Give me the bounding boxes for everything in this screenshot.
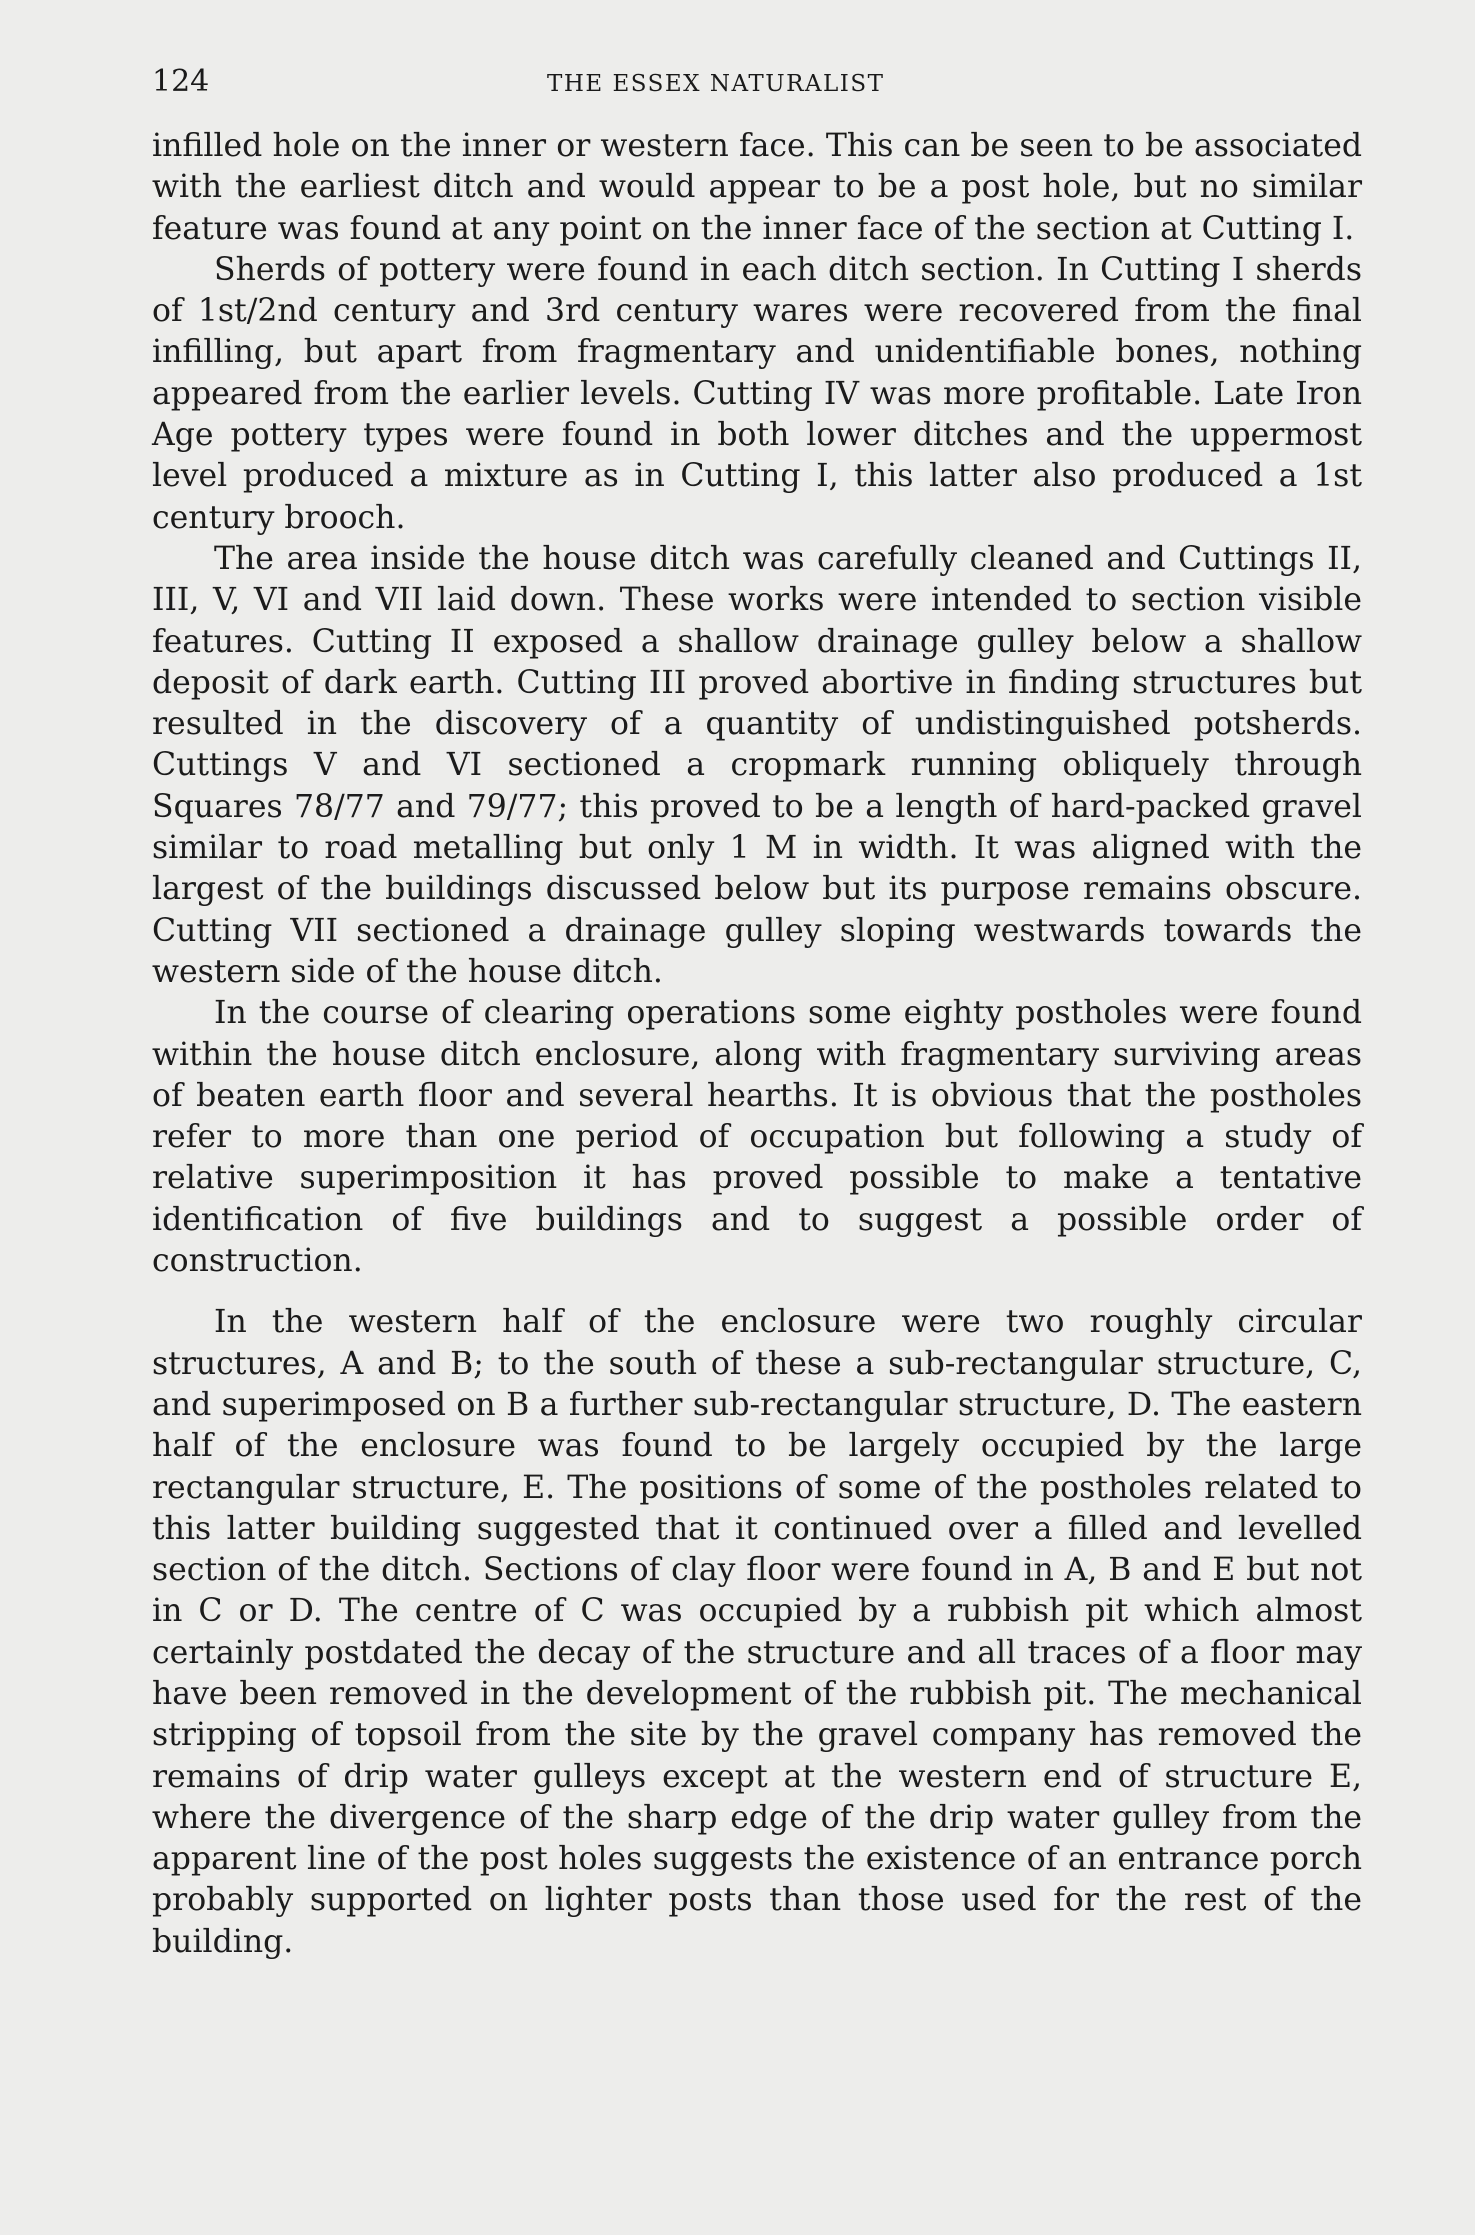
running-head — [152, 58, 1362, 106]
journal-title: THE ESSEX NATURALIST — [547, 71, 885, 97]
paragraph-pottery-sherds: Sherds of pottery were found in each ditch section. In Cutting I sherds of 1st/2nd century and 3rd century wares were recovered from the final infilling, but apart from fragmentary and unidentifiable bones, nothing appeared from the earlier levels. Cutting IV was more profitable. Late Iron Age pottery types were found in both lower ditches and the uppermost level produced a mixture as in Cutting I, this latter also produced a 1st century brooch. — [152, 251, 1362, 536]
paragraph-postholes: In the course of clearing operations some eighty postholes were found within the house ditch enclosure, along with fragmentary surviving areas of beaten earth floor and several hearths. It is obvious that the postholes refer to more than one period of occupation but following a study of relative superimposition it has proved possible to make a tentative identification of five buildings and to suggest a possible order of construction. — [152, 995, 1362, 1280]
paragraph-cuttings: The area inside the house ditch was carefully cleaned and Cuttings II, III, V, VI and VII laid down. These works were intended to section visible features. Cutting II exposed a shallow drainage gulley below a shallow deposit of dark earth. Cutting III proved abortive in finding structures but resulted in the discovery of a quantity of undistinguished potsherds. Cuttings V and VI sectioned a cropmark running obliquely through Squares 78/77 and 79/77; this proved to be a length of hard-packed gravel similar to road metalling but only 1 M in width. It was aligned with the largest of the buildings discussed below but its purpose remains obscure. Cutting VII sectioned a drainage gulley sloping westwards towards the western side of the house ditch. — [152, 540, 1362, 990]
paragraph-structures: In the western half of the enclosure were two roughly circular structures, A and B; to the south of these a sub-rectangular structure, C, and superimposed on B a further sub-rectangular structure, D. The eastern half of the enclosure was found to be largely occupied by the large rectangular structure, E. The positions of some of the postholes related to this latter building suggested that it continued over a filled and levelled section of the ditch. Sections of clay floor were found in A, B and E but not in C or D. The centre of C was occupied by a rubbish pit which almost certainly postdated the decay of the structure and all traces of a floor may have been removed in the development of the rubbish pit. The mechanical stripping of topsoil from the site by the gravel company has removed the remains of drip water gulleys except at the western end of structure E, where the divergence of the sharp edge of the drip water gulley from the apparent line of the post holes suggests the existence of an entrance porch probably supported on lighter posts than those used for the rest of the building. — [152, 1304, 1362, 1960]
page-number: 124 — [152, 64, 210, 99]
paragraph-continued: infilled hole on the inner or western face. This can be seen to be associated with the earliest ditch and would appear to be a post hole, but no similar feature was found at any point on the inner face of the section at Cutting I. — [152, 128, 1362, 247]
body-text — [152, 126, 1362, 1963]
